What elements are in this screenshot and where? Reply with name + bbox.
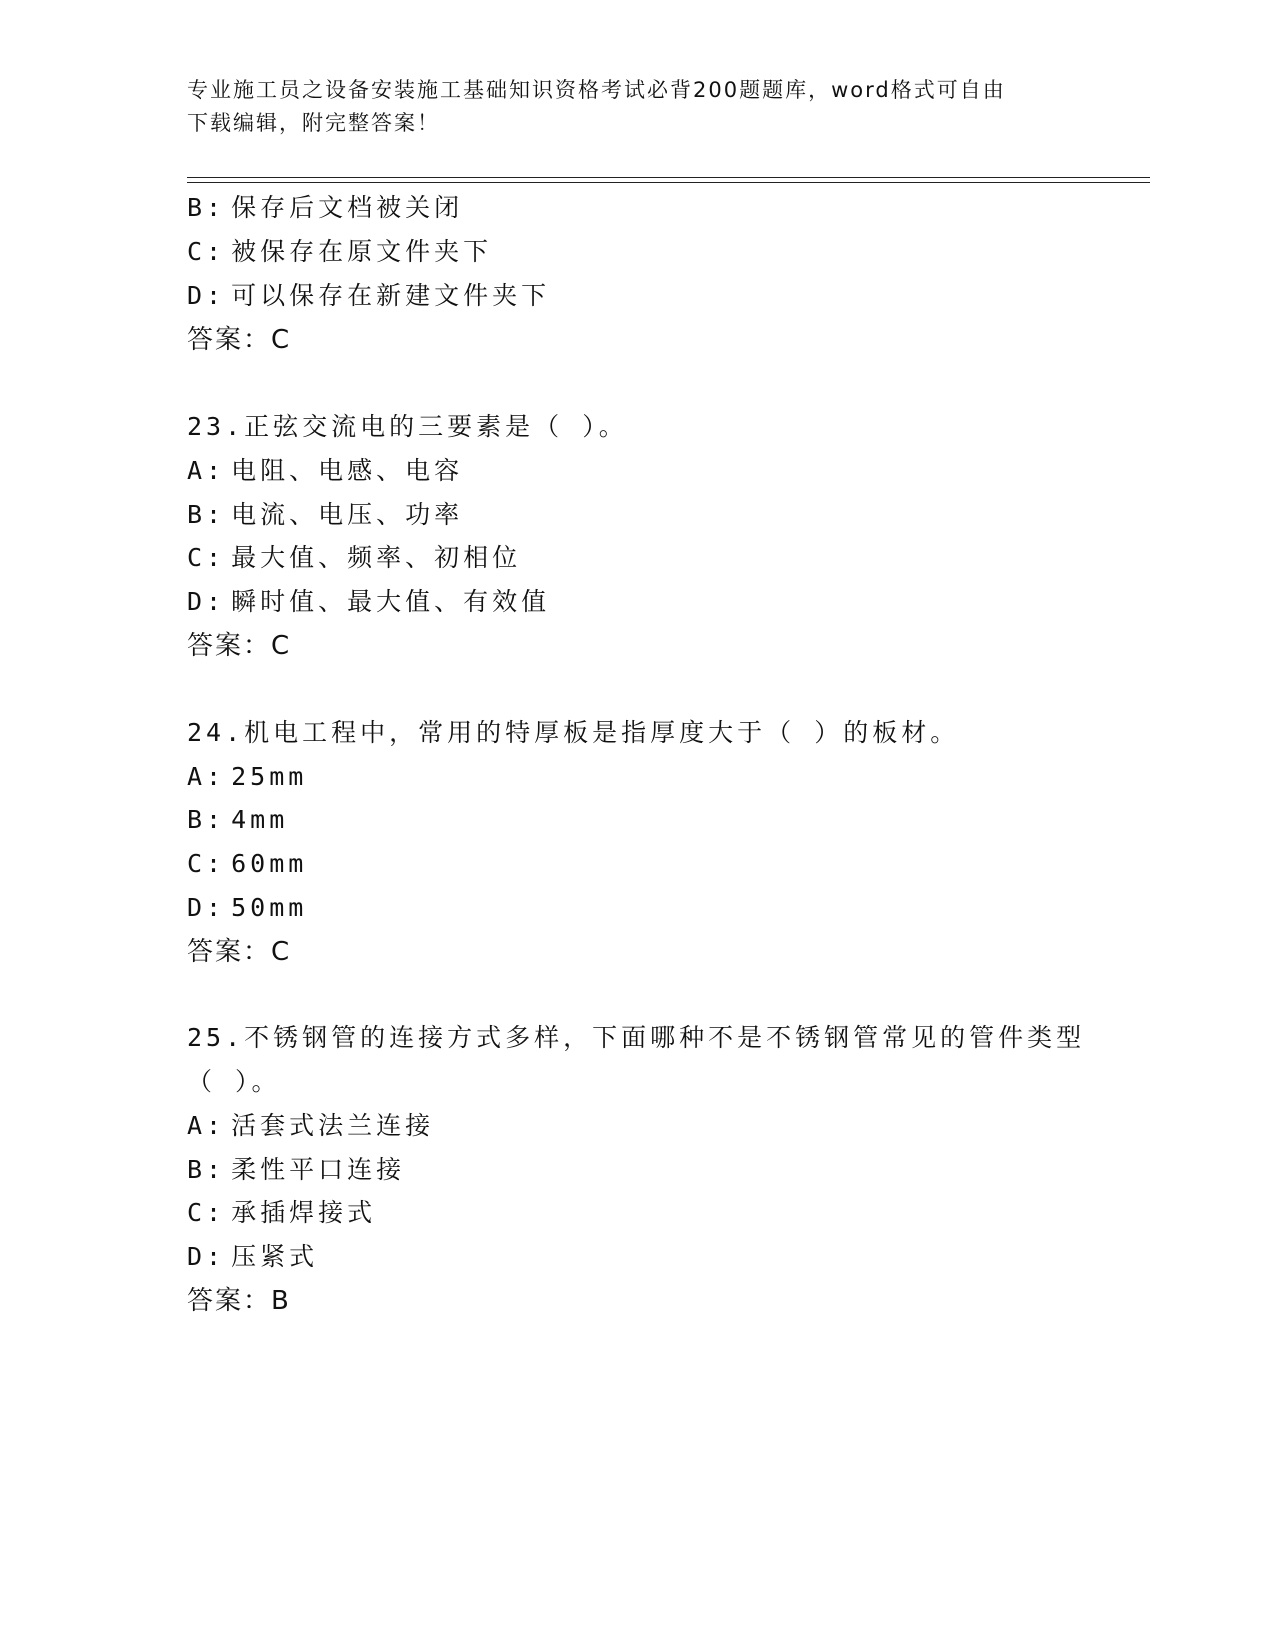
answer-line: 答案：C: [187, 325, 292, 355]
option-key: B:: [187, 1155, 226, 1184]
option-key: A:: [187, 456, 226, 485]
question-stem: 24.机电工程中，常用的特厚板是指厚度大于（ ）的板材。: [187, 718, 960, 747]
option-text: 50mm: [231, 893, 308, 922]
option-key: D:: [187, 281, 226, 310]
option-text: 柔性平口连接: [231, 1155, 406, 1184]
answer-line: 答案：C: [187, 631, 292, 661]
option-text: 电流、电压、功率: [231, 500, 464, 529]
option-c: [187, 541, 521, 575]
option-a: [187, 1109, 434, 1143]
answer-line: 答案：B: [187, 1286, 291, 1316]
option-key: D:: [187, 587, 226, 616]
option-key: D:: [187, 1242, 226, 1271]
option-text: 活套式法兰连接: [231, 1111, 435, 1140]
option-text: 可以保存在新建文件夹下: [231, 281, 551, 310]
option-key: C:: [187, 543, 226, 572]
option-key: B:: [187, 193, 226, 222]
option-key: D:: [187, 893, 226, 922]
header-line-2: 下载编辑，附完整答案！: [187, 111, 440, 135]
option-b: [187, 191, 463, 225]
option-text: 最大值、频率、初相位: [231, 543, 522, 572]
question-stem-continued: （ ）。: [187, 1067, 281, 1096]
option-c: [187, 847, 307, 881]
option-key: C:: [187, 237, 226, 266]
option-text: 4mm: [231, 805, 289, 834]
option-d: [187, 891, 307, 925]
option-text: 60mm: [231, 849, 308, 878]
option-c: [187, 235, 492, 269]
option-b: [187, 498, 463, 532]
option-d: [187, 1240, 318, 1274]
option-text: 电阻、电感、电容: [231, 456, 464, 485]
option-key: C:: [187, 849, 226, 878]
option-key: B:: [187, 500, 226, 529]
question-stem: 25.不锈钢管的连接方式多样，下面哪种不是不锈钢管常见的管件类型: [187, 1023, 1086, 1052]
option-text: 25mm: [231, 762, 308, 791]
option-text: 压紧式: [231, 1242, 319, 1271]
option-key: A:: [187, 762, 226, 791]
option-a: [187, 454, 463, 488]
option-text: 承插焊接式: [231, 1198, 377, 1227]
option-text: 瞬时值、最大值、有效值: [231, 587, 551, 616]
option-a: [187, 760, 307, 794]
header-divider-bottom: [187, 182, 1150, 183]
question-stem: 23.正弦交流电的三要素是（ ）。: [187, 412, 628, 441]
option-key: A:: [187, 1111, 226, 1140]
option-b: [187, 803, 288, 837]
option-key: B:: [187, 805, 226, 834]
option-key: C:: [187, 1198, 226, 1227]
header-divider-top: [187, 177, 1150, 178]
answer-line: 答案：C: [187, 937, 292, 967]
option-c: [187, 1196, 376, 1230]
document-header: [187, 74, 1067, 140]
option-text: 被保存在原文件夹下: [231, 237, 493, 266]
header-line-1: 专业施工员之设备安装施工基础知识资格考试必背200题题库，word格式可自由: [187, 78, 1006, 102]
option-d: [187, 585, 550, 619]
option-d: [187, 279, 550, 313]
option-text: 保存后文档被关闭: [231, 193, 464, 222]
option-b: [187, 1153, 405, 1187]
